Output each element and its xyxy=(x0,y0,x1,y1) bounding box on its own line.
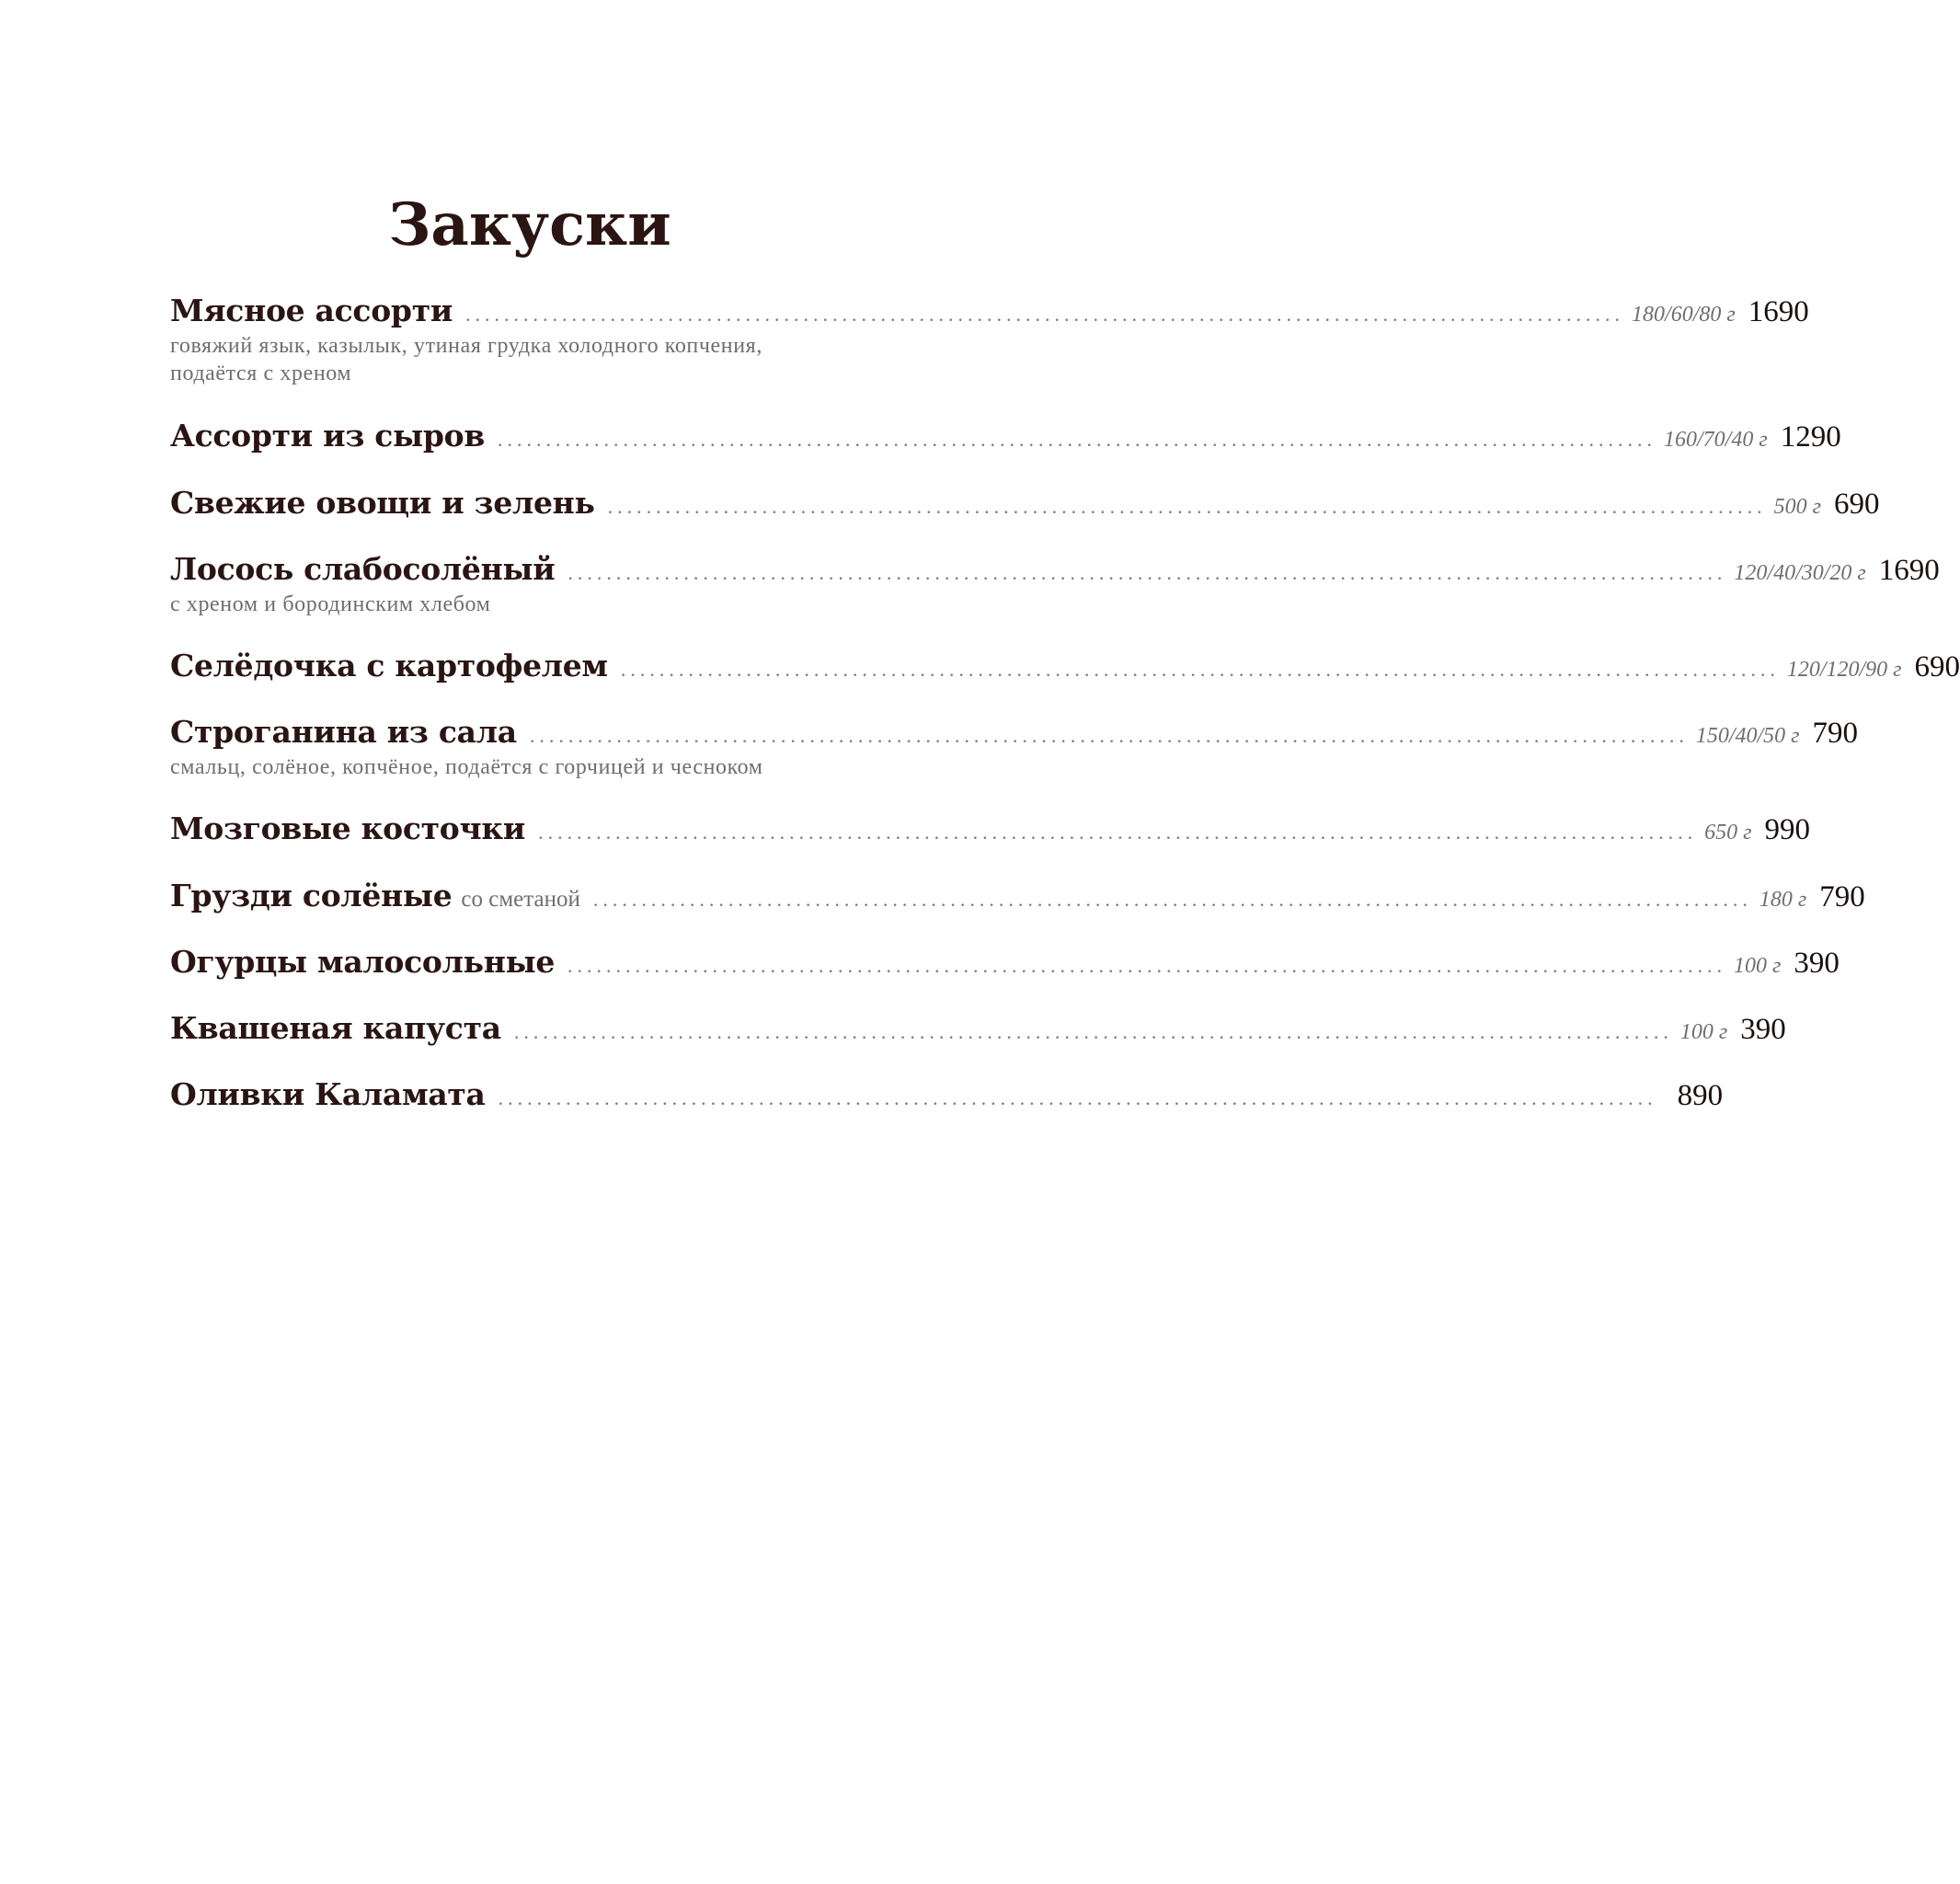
item-weight: 160/70/40 г xyxy=(1663,428,1768,452)
item-description: подаётся с хреном xyxy=(170,362,352,385)
menu-item-row xyxy=(170,714,1859,754)
item-weight: 650 г xyxy=(1704,821,1752,844)
item-price: 690 xyxy=(1914,650,1960,684)
item-price: 1290 xyxy=(1780,420,1841,454)
dot-leader: ........................................................................................................................ xyxy=(620,658,1780,681)
item-price: 1690 xyxy=(1748,295,1809,328)
menu-item xyxy=(170,551,1940,619)
menu-item-row xyxy=(170,293,1809,333)
item-price: 990 xyxy=(1764,813,1810,846)
menu-item xyxy=(170,810,1810,851)
dot-leader: ........................................................................................................................ xyxy=(498,1086,1657,1109)
dot-leader: ........................................................................................................................ xyxy=(567,561,1727,584)
item-price: 890 xyxy=(1677,1079,1724,1112)
dot-leader: ........................................................................................................................ xyxy=(567,954,1727,977)
item-price: 1690 xyxy=(1878,554,1940,587)
dot-leader: ........................................................................................................................ xyxy=(607,495,1767,518)
menu-item-row xyxy=(170,485,1880,525)
item-name: Мозговые косточки xyxy=(170,810,526,846)
page-title: Закуски xyxy=(388,190,671,259)
menu-item xyxy=(170,878,1865,918)
item-name: Оливки Каламата xyxy=(170,1076,486,1112)
menu-item-row xyxy=(170,418,1841,458)
item-name: Огурцы малосольные xyxy=(170,944,556,980)
item-name: Мясное ассорти xyxy=(170,293,453,328)
menu-item xyxy=(170,293,1809,388)
dot-leader: ........................................................................................................................ xyxy=(465,303,1625,326)
item-weight: 120/120/90 г xyxy=(1786,658,1902,682)
item-price: 790 xyxy=(1819,880,1865,913)
dot-leader: ........................................................................................................................ xyxy=(497,428,1656,451)
item-price: 390 xyxy=(1740,1013,1786,1046)
item-price: 690 xyxy=(1834,488,1880,521)
menu-item-row xyxy=(170,1076,1724,1117)
item-name: Грузди солёные xyxy=(170,878,453,913)
menu-item xyxy=(170,485,1880,525)
item-weight: 100 г xyxy=(1734,954,1782,978)
item-weight: 180/60/80 г xyxy=(1632,303,1736,327)
dot-leader: ........................................................................................................................ xyxy=(538,821,1698,844)
item-name: Свежие овощи и зелень xyxy=(170,485,595,521)
item-weight: 120/40/30/20 г xyxy=(1734,561,1866,585)
menu-item xyxy=(170,944,1840,984)
item-price: 790 xyxy=(1812,717,1859,750)
item-description: с хреном и бородинским хлебом xyxy=(170,592,491,616)
item-weight: 180 г xyxy=(1759,888,1807,912)
item-description: смальц, солёное, копчёное, подаётся с горчицей и чесноком xyxy=(170,755,763,779)
menu-item xyxy=(170,1010,1786,1051)
item-weight: 500 г xyxy=(1773,495,1822,519)
menu-item xyxy=(170,714,1859,782)
menu-item-row xyxy=(170,878,1865,918)
menu-item-row xyxy=(170,944,1840,984)
item-name: Строганина из сала xyxy=(170,714,517,750)
menu-item-row xyxy=(170,1010,1786,1051)
item-weight: 100 г xyxy=(1679,1020,1728,1044)
menu-item xyxy=(170,418,1841,458)
menu-item xyxy=(170,648,1960,688)
item-name: Квашеная капуста xyxy=(170,1010,501,1046)
item-name: Селёдочка с картофелем xyxy=(170,648,608,684)
item-name: Лосось слабосолёный xyxy=(170,551,556,587)
item-name: Ассорти из сыров xyxy=(170,418,485,454)
menu-item-row xyxy=(170,551,1940,592)
menu-item-row xyxy=(170,810,1810,851)
dot-leader: ........................................................................................................................ xyxy=(529,724,1689,747)
item-weight: 150/40/50 г xyxy=(1695,724,1800,748)
item-price: 390 xyxy=(1794,947,1840,980)
dot-leader: ........................................................................................................................ xyxy=(592,888,1752,911)
menu-item xyxy=(170,1076,1724,1117)
item-note: со сметаной xyxy=(461,887,580,912)
menu-item-row xyxy=(170,648,1960,688)
dot-leader: ........................................................................................................................ xyxy=(513,1020,1673,1043)
item-description: говяжий язык, казылык, утиная грудка холодного копчения, xyxy=(170,334,762,358)
